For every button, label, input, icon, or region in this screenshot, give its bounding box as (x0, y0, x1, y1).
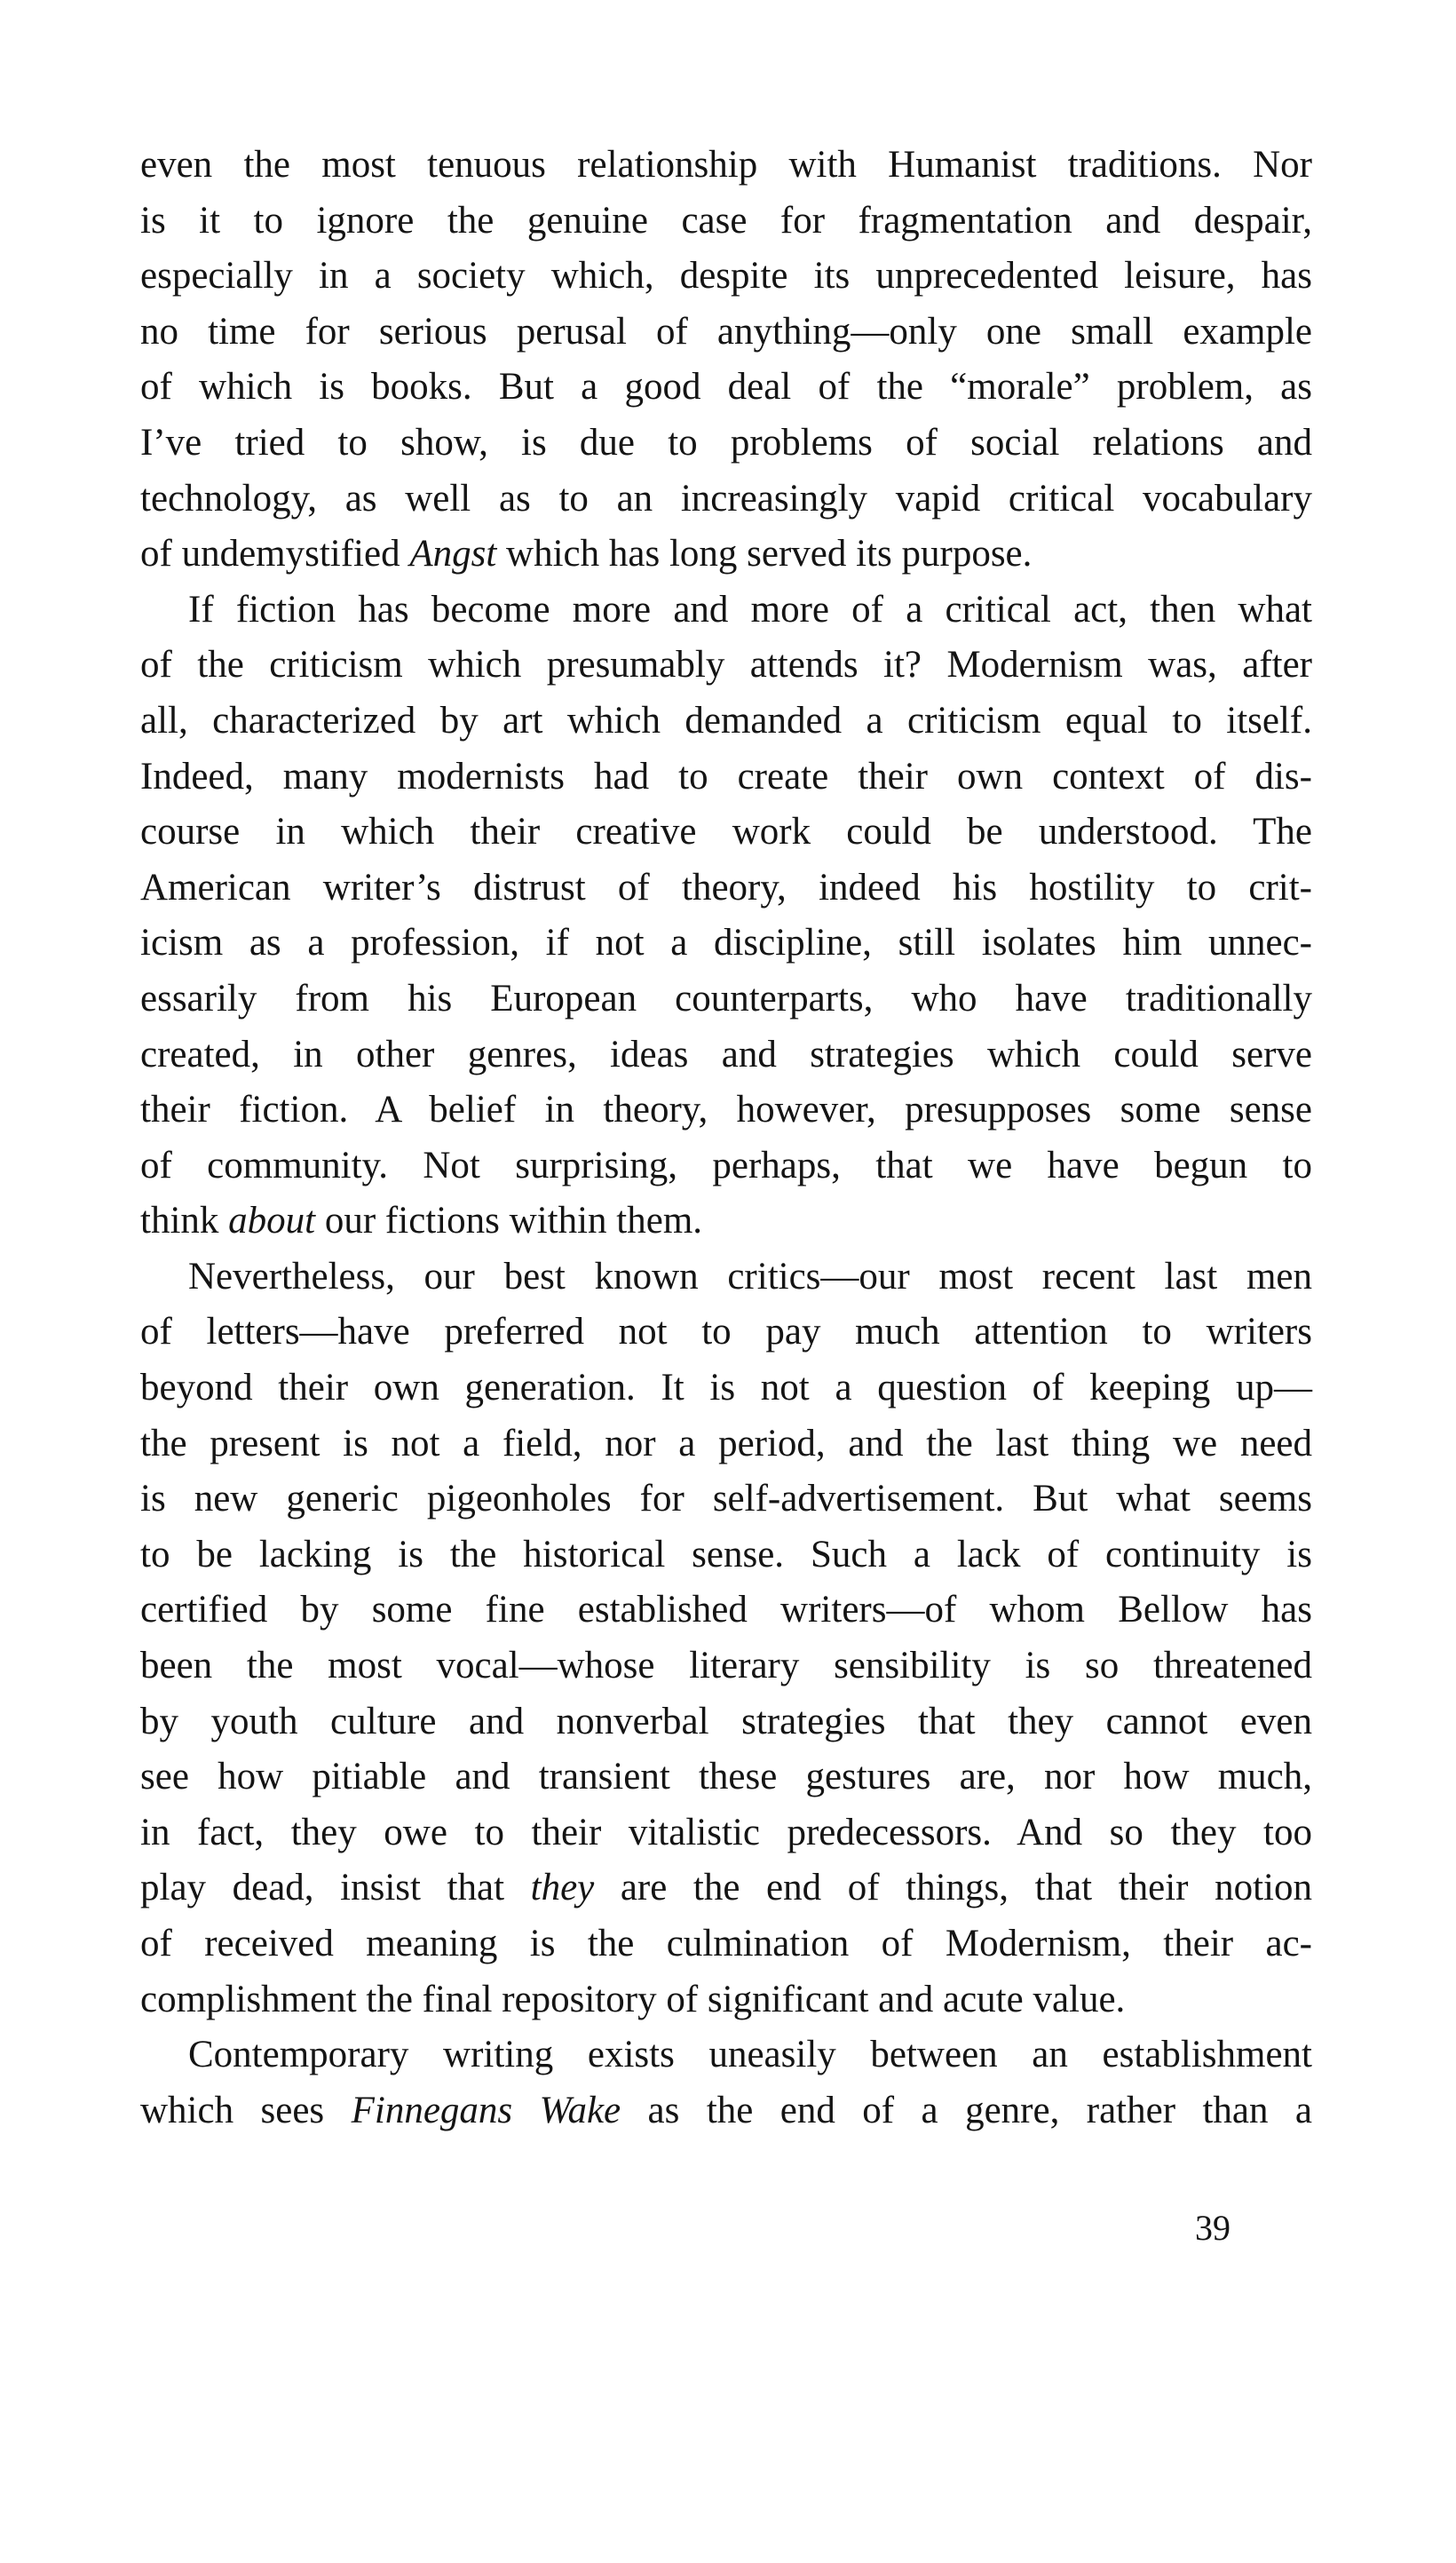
italic-text: Angst (409, 533, 497, 575)
text-line: course in which their creative work could be understood. The (140, 811, 1312, 853)
text-line: is it to ignore the genuine case for fragmentation and despair, (140, 199, 1312, 242)
text-line: American writer’s distrust of theory, indeed his hostility to crit- (140, 866, 1312, 909)
text-line: beyond their own generation. It is not a question of keeping up— (140, 1367, 1312, 1409)
text-line: all, characterized by art which demanded a criticism equal to itself. (140, 699, 1312, 742)
text-line: in fact, they owe to their vitalistic predecessors. And so they too (140, 1811, 1312, 1853)
body-text (140, 138, 1312, 2138)
text-line: icism as a profession, if not a discipline, still isolates him unnec- (140, 922, 1312, 964)
text-line: Contemporary writing exists uneasily between an establishment (188, 2034, 1312, 2076)
text-line: of the criticism which presumably attends it? Modernism was, after (140, 644, 1312, 686)
text-line: is new generic pigeonholes for self-advertisement. But what seems (140, 1478, 1312, 1520)
text-line: technology, as well as to an increasingly vapid critical vocabulary (140, 477, 1312, 520)
text-segment: our fictions within them. (315, 1200, 703, 1242)
text-line: by youth culture and nonverbal strategies that they cannot even (140, 1700, 1312, 1742)
text-line: of letters—have preferred not to pay much attention to writers (140, 1311, 1312, 1353)
text-line: even the most tenuous relationship with Humanist traditions. Nor (140, 144, 1312, 186)
text-line: the present is not a field, nor a period, and the last thing we need (140, 1422, 1312, 1464)
italic-text: they (530, 1867, 595, 1909)
text-line: especially in a society which, despite its unprecedented leisure, has (140, 255, 1312, 298)
text-line (140, 1861, 1312, 1916)
text-line: essarily from his European counterparts, who have traditionally (140, 977, 1312, 1020)
text-segment: play dead, insist that (140, 1867, 531, 1909)
text-line: I’ve tried to show, is due to problems of social relations and (140, 421, 1312, 464)
text-segment: which has long served its purpose. (496, 533, 1033, 575)
text-line: no time for serious perusal of anything—only one small example (140, 310, 1312, 353)
text-segment: which sees (140, 2089, 352, 2131)
text-line (140, 1194, 1312, 1250)
text-line: been the most vocal—whose literary sensibility is so threatened (140, 1645, 1312, 1687)
text-line: of which is books. But a good deal of the “morale” problem, as (140, 366, 1312, 409)
text-line: to be lacking is the historical sense. Such a lack of continuity is (140, 1533, 1312, 1575)
text-line: Nevertheless, our best known critics—our most recent last men (188, 1255, 1312, 1297)
text-line: see how pitiable and transient these gestures are, nor how much, (140, 1756, 1312, 1798)
italic-text: Finnegans Wake (351, 2089, 621, 2131)
page-number: 39 (1195, 2208, 1230, 2248)
text-line: certified by some fine established writers—of whom Bellow has (140, 1589, 1312, 1631)
text-line: If fiction has become more and more of a critical act, then what (188, 588, 1312, 631)
text-segment: think (140, 1200, 229, 1242)
text-line: of community. Not surprising, perhaps, that we have begun to (140, 1144, 1312, 1186)
italic-text: about (228, 1200, 316, 1242)
text-line (140, 2083, 1312, 2139)
text-segment: of undemystified (140, 533, 410, 575)
text-line: their fiction. A belief in theory, however, presupposes some sense (140, 1089, 1312, 1131)
text-line: created, in other genres, ideas and strategies which could serve (140, 1033, 1312, 1075)
text-segment: are the end of things, that their notion (594, 1867, 1312, 1909)
text-segment: as the end of a genre, rather than a (621, 2089, 1312, 2131)
text-line: complishment the final repository of significant and acute value. (140, 1978, 1126, 2020)
text-line (140, 527, 1312, 583)
text-line: Indeed, many modernists had to create their own context of dis- (140, 755, 1312, 797)
text-line: of received meaning is the culmination of Modernism, their ac- (140, 1923, 1312, 1964)
